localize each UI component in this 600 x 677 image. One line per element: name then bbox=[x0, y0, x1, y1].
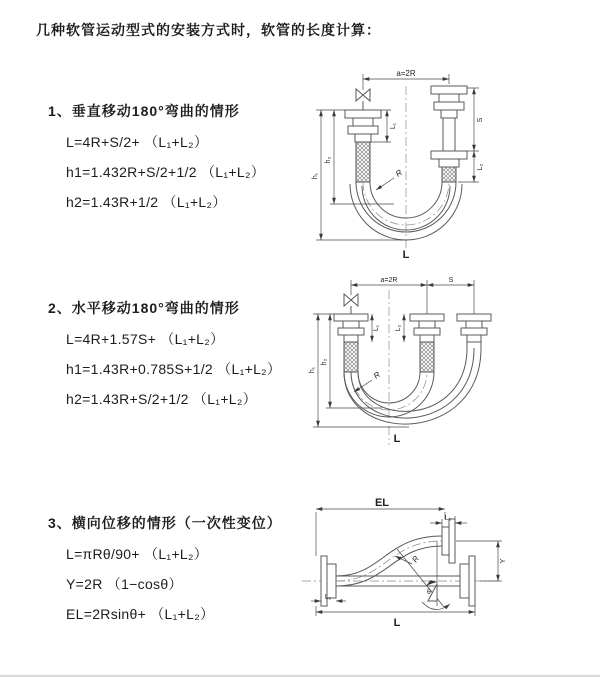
formula-h1: h1=1.432R+S/2+1/2 （L₁+L₂） bbox=[66, 164, 266, 180]
right-flange-fitting-lower bbox=[431, 151, 467, 167]
section-horizontal-180 bbox=[36, 298, 281, 414]
dim-h1-label: h₁ bbox=[309, 366, 316, 374]
right-flange-fitting-upper bbox=[442, 519, 455, 563]
dim-l-label: L bbox=[402, 249, 410, 261]
section-lateral-displacement bbox=[36, 513, 282, 629]
braided-hose-left bbox=[344, 342, 358, 372]
dim-h1-label: h₁ bbox=[312, 172, 319, 180]
formula-Y: Y=2R （1−cosθ） bbox=[66, 576, 183, 592]
right-flange-fitting-upper bbox=[431, 86, 467, 151]
dim-l2-label: L₂ bbox=[395, 324, 402, 332]
right-flange-fitting-lower bbox=[460, 556, 475, 606]
dim-l1-label: L₁ bbox=[373, 324, 380, 332]
angle-theta-label: θ bbox=[427, 589, 431, 596]
dim-el-label: EL bbox=[374, 497, 390, 509]
formula-L: L=πRθ/90+ （L₁+L₂） bbox=[66, 546, 209, 562]
braided-hose-right bbox=[442, 167, 456, 182]
valve-icon bbox=[344, 294, 358, 314]
formula-h2: h2=1.43R+1/2 （L₁+L₂） bbox=[66, 194, 227, 210]
dim-s-label: S bbox=[448, 277, 454, 284]
braided-hose-left bbox=[356, 142, 370, 182]
radius-r-label: R bbox=[393, 167, 404, 179]
diagram-lateral-displacement bbox=[294, 494, 600, 654]
section-1-heading: 1、垂直移动180°弯曲的情形 bbox=[48, 103, 240, 119]
right-flange-fitting bbox=[457, 314, 491, 348]
dim-l-label: L bbox=[393, 617, 401, 629]
hose-position-2 bbox=[336, 536, 442, 586]
section-vertical-180 bbox=[36, 101, 265, 217]
dim-l2-label: L₂ bbox=[477, 163, 484, 171]
section-2-heading: 2、水平移动180°弯曲的情形 bbox=[48, 300, 240, 316]
valve-icon bbox=[356, 89, 370, 110]
left-flange-fitting bbox=[334, 314, 368, 342]
diagram-horizontal-180-bend bbox=[304, 270, 594, 465]
dim-s-label: S bbox=[477, 117, 484, 123]
dim-a2r-label: a=2R bbox=[396, 69, 416, 78]
braided-hose-middle bbox=[420, 342, 434, 372]
dim-l-label: L bbox=[393, 433, 401, 445]
formula-h1: h1=1.43R+0.785S+1/2 （L₁+L₂） bbox=[66, 361, 282, 377]
formula-h2: h2=1.43R+S/2+1/2 （L₁+L₂） bbox=[66, 391, 257, 407]
dim-l2-label: L₂ bbox=[444, 515, 452, 522]
section-3-heading: 3、横向位移的情形（一次性变位） bbox=[48, 515, 282, 531]
dim-h2-label: h₂ bbox=[321, 358, 328, 366]
dim-a2r-label: a=2R bbox=[380, 277, 398, 284]
radius-r-label: R bbox=[410, 554, 421, 565]
formula-L: L=4R+1.57S+ （L₁+L₂） bbox=[66, 331, 225, 347]
formula-EL: EL=2Rsinθ+ （L₁+L₂） bbox=[66, 606, 215, 622]
hose-u-bend-position-2 bbox=[344, 348, 481, 424]
dim-y-label: Y bbox=[500, 558, 507, 564]
radius-r-label: R bbox=[371, 369, 382, 381]
diagram-vertical-180-bend bbox=[306, 64, 591, 264]
dim-l1-label: L₁ bbox=[390, 122, 397, 130]
formula-L: L=4R+S/2+ （L₁+L₂） bbox=[66, 134, 209, 150]
dim-h2-label: h₂ bbox=[325, 156, 332, 164]
page-title: 几种软管运动型式的安装方式时，软管的长度计算： bbox=[36, 22, 381, 38]
dim-l1-label: L₁ bbox=[324, 594, 332, 601]
left-flange-fitting bbox=[345, 110, 381, 142]
middle-flange-fitting bbox=[410, 314, 444, 342]
